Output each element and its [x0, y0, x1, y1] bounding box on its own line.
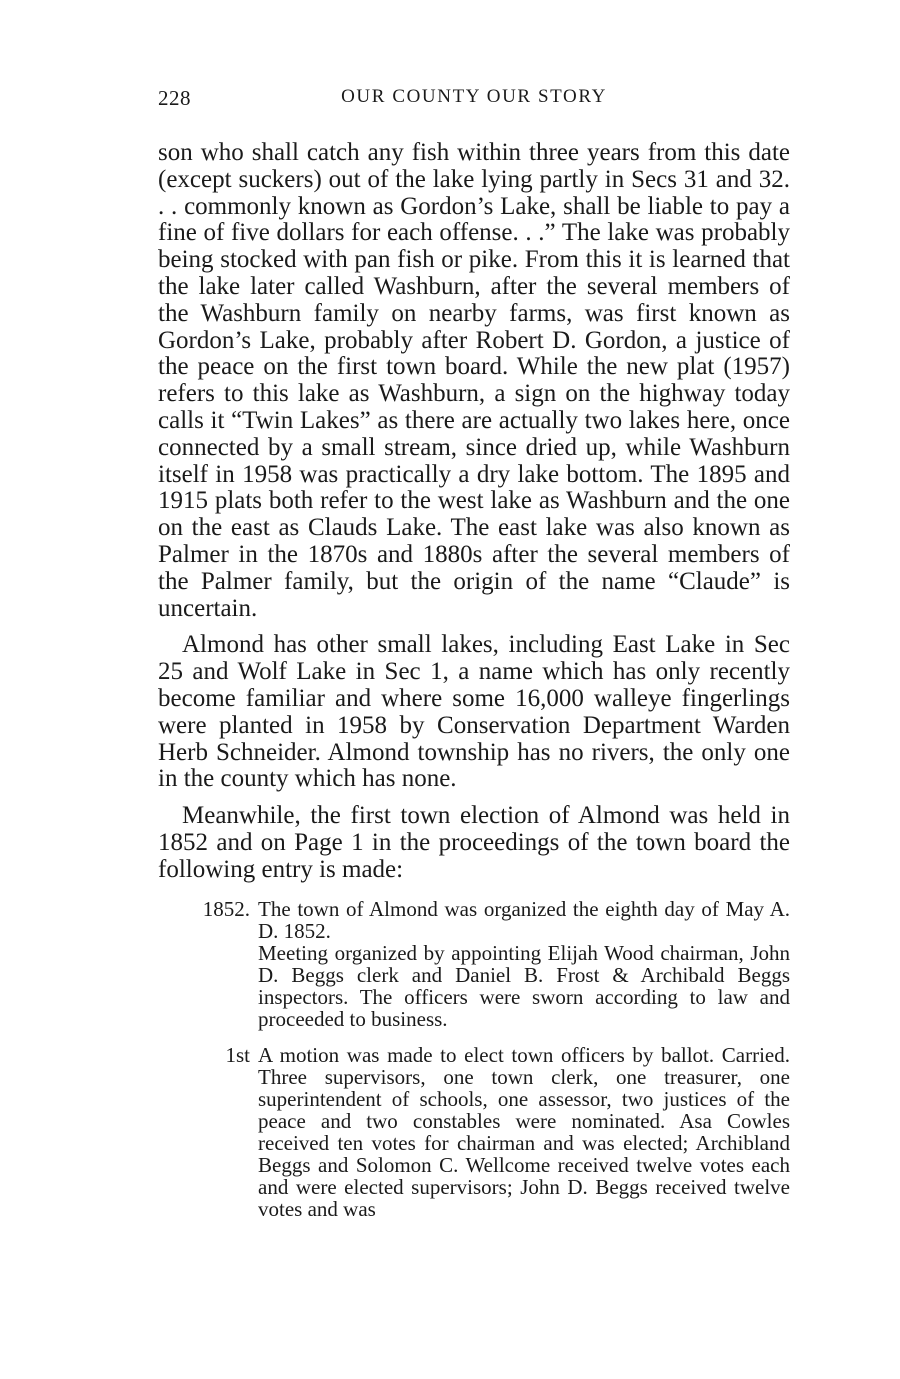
record-entry	[158, 898, 790, 1030]
record-entry-body	[258, 1044, 790, 1220]
record-entry-text: Meeting organized by appointing Elijah Wood chairman, John D. Beggs clerk and Daniel B. Frost & Archibald Beggs inspectors. The officers were sworn according to law and proceeded to business.	[258, 940, 790, 1031]
record-entry-label: 1852.	[202, 896, 250, 921]
paragraph: son who shall catch any fish within three years from this date (except suckers) out of the lake lying partly in Secs 31 and 32. . . commonly known as Gordon’s Lake, shall be liable to pay a fine of five dollars for each offense. . .” The lake was probably being stocked with pan fish or pike. From this it is learned that the lake later called Washburn, after the several members of the Washburn family on nearby farms, was first known as Gordon’s Lake, probably after Robert D. Gordon, a justice of the peace on the first town board. While the new plat (1957) refers to this lake as Washburn, a sign on the highway today calls it “Twin Lakes” as there are actually two lakes here, once connected by a small stream, since dried up, while Washburn itself in 1958 was practically a dry lake bottom. The 1895 and 1915 plats both refer to the west lake as Washburn and the one on the east as Clauds Lake. The east lake was also known as Palmer in the 1870s and 1880s after the several members of the Palmer family, but the origin of the name “Claude” is uncertain.	[158, 139, 790, 622]
body-text	[158, 140, 790, 1234]
town-board-record	[158, 898, 790, 1220]
record-entry-body	[258, 898, 790, 1030]
paragraph: Almond has other small lakes, including East Lake in Sec 25 and Wolf Lake in Sec 1, a name which has only recently become familiar and where some 16,000 walleye fingerlings were planted in 1958 by Conservation Department Warden Herb Schneider. Almond township has no rivers, the only one in the county which has none.	[158, 631, 790, 793]
running-head	[158, 86, 790, 116]
record-entry	[158, 1044, 790, 1220]
book-title: OUR COUNTY OUR STORY	[341, 86, 607, 107]
page-number: 228	[158, 86, 191, 110]
record-entry-text: The town of Almond was organized the eighth day of May A. D. 1852.	[258, 896, 790, 943]
record-entry-label: 1st	[225, 1042, 250, 1067]
record-entry-text: A motion was made to elect town officers by ballot. Carried. Three supervisors, one town clerk, one treasurer, one superintendent of schools, one assessor, two justices of the peace and two constables were nominated. Asa Cowles received ten votes for chairman and was elected; Archibland Beggs and Solomon C. Wellcome received twelve votes each and were elected supervisors; John D. Beggs received twelve votes and was	[258, 1042, 790, 1221]
paragraph: Meanwhile, the first town election of Almond was held in 1852 and on Page 1 in the proceedings of the town board the following entry is made:	[158, 802, 790, 883]
